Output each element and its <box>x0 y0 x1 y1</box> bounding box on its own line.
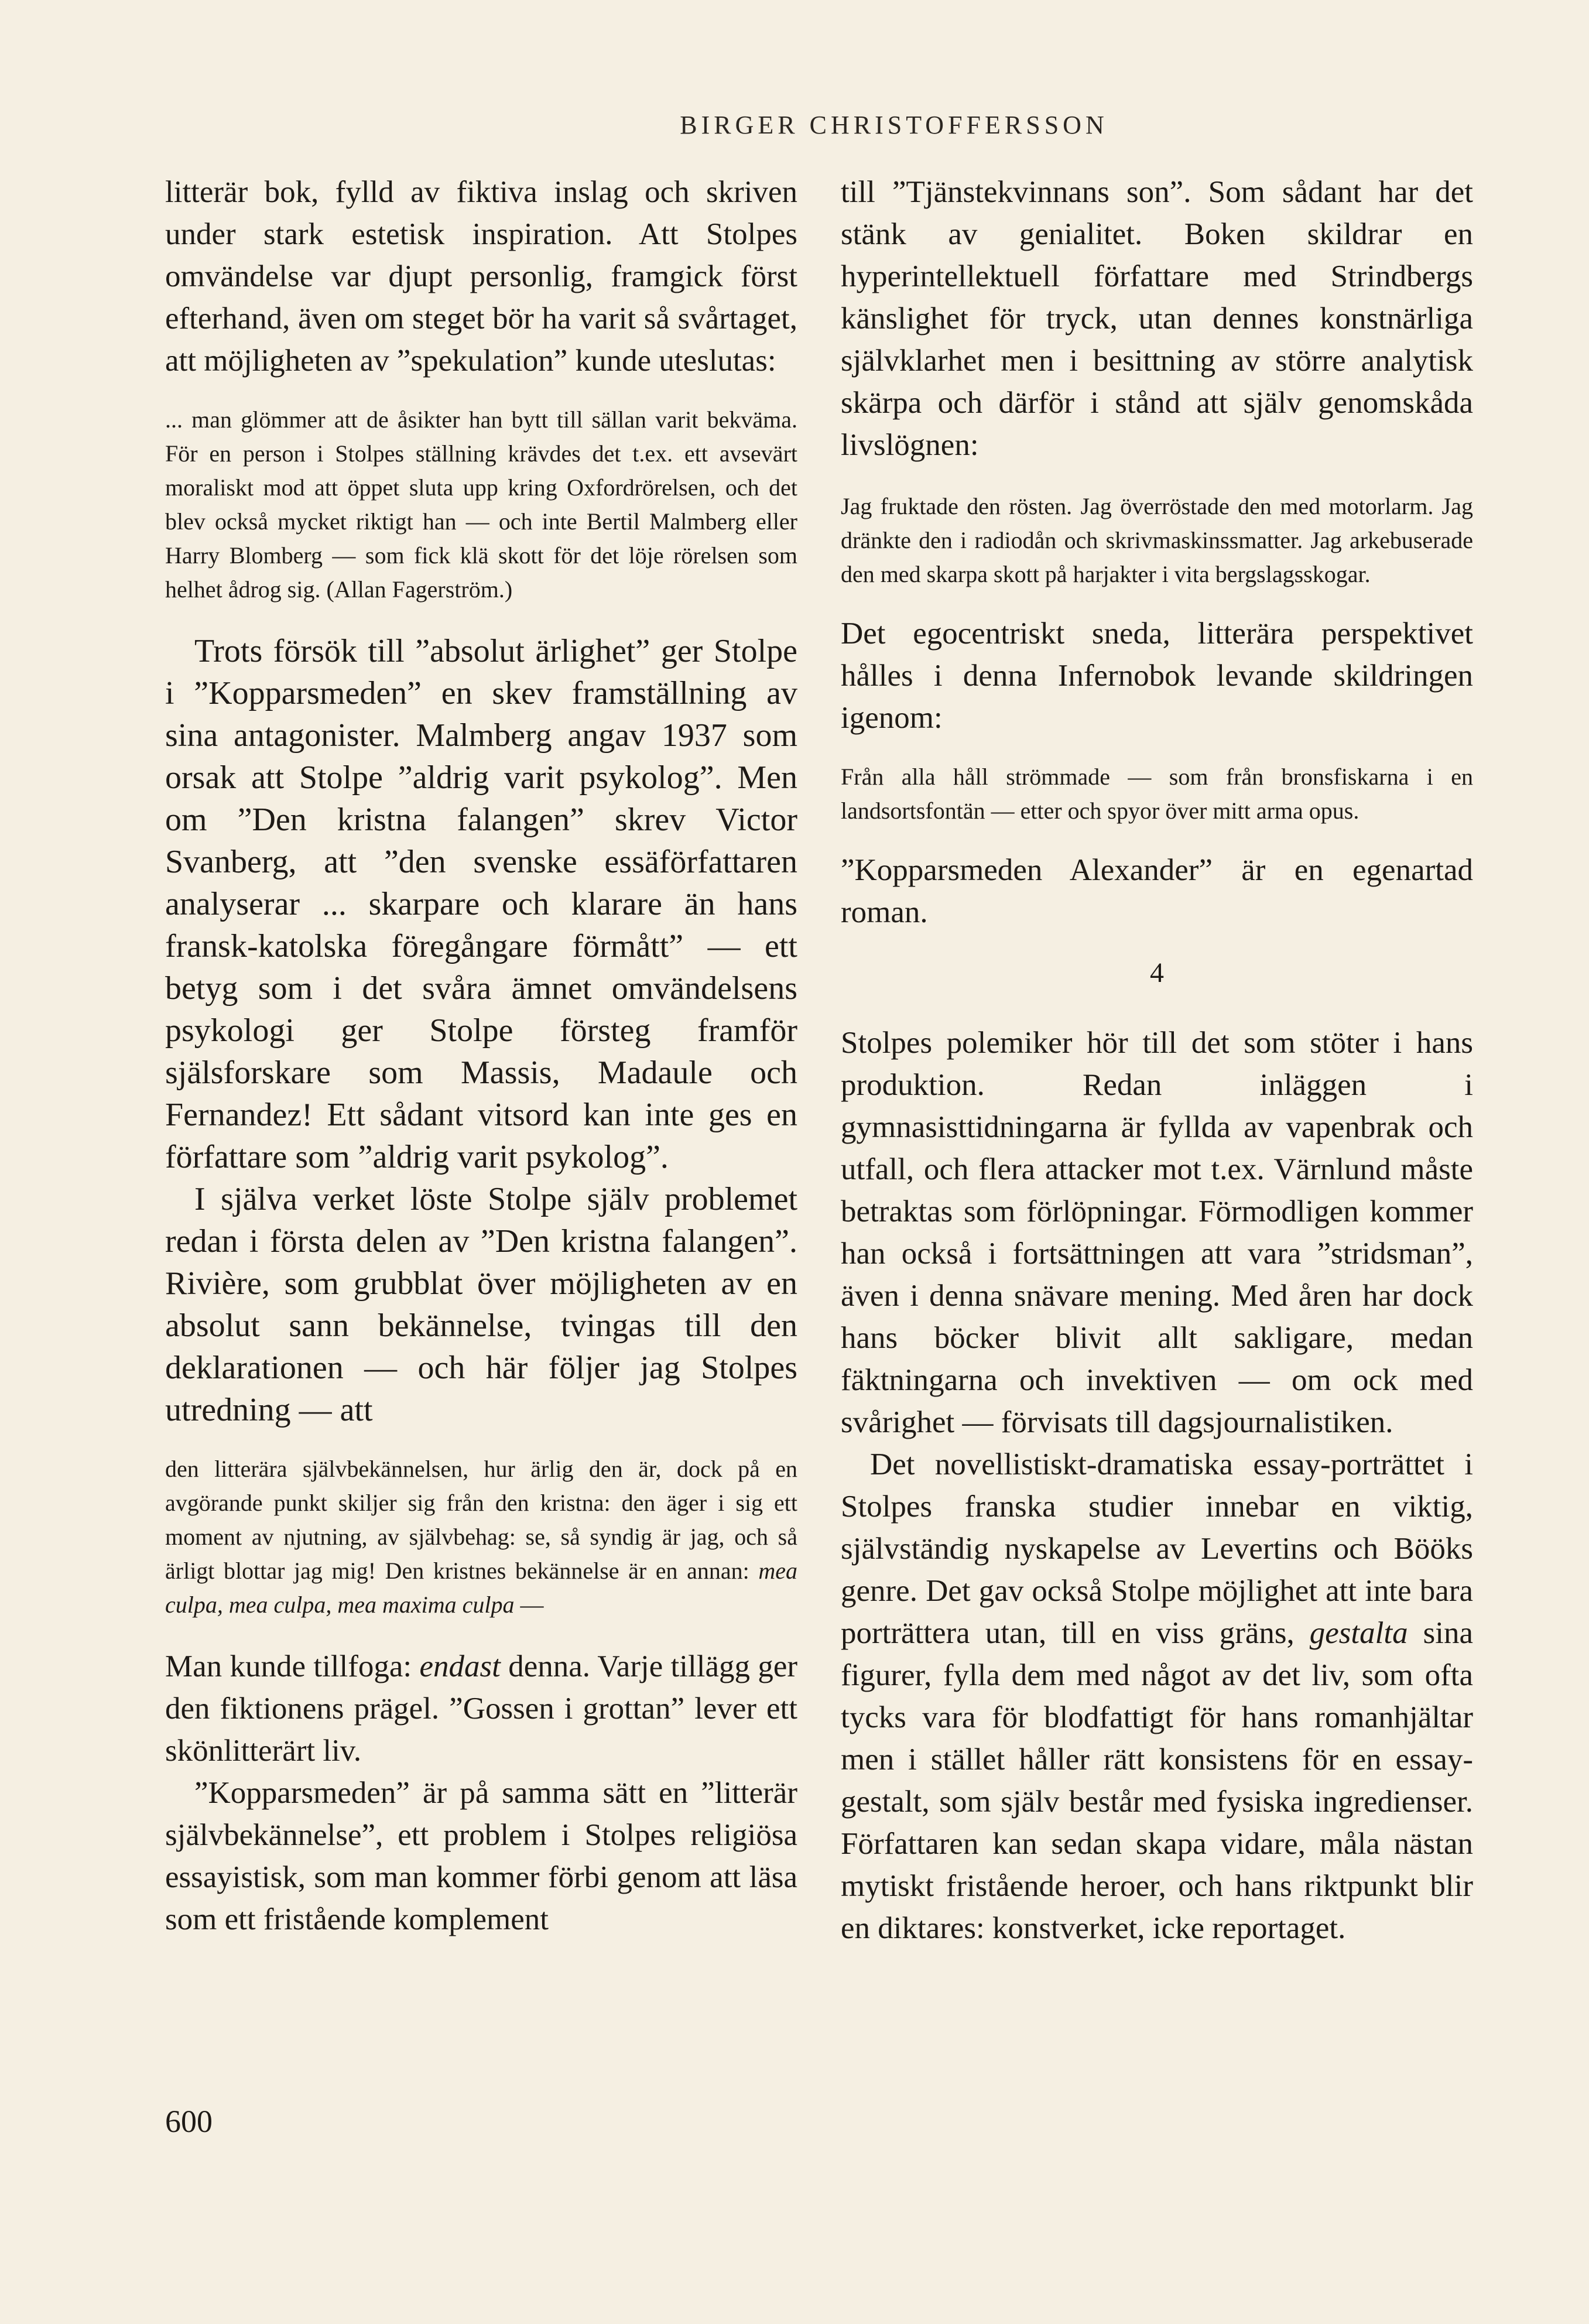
quote-2-dash: — <box>520 1591 544 1618</box>
left-paragraph-3: I själva verket löste Stolpe själv problemet redan i första delen av ”Den kristna falangen”. Rivière, som grubblat över möjligheten av en absolut sann bekännelse, tvingas till den deklarationen — och här följer jag Stolpes utredning — att <box>165 1181 797 1428</box>
left-paragraph-2: Trots försök till ”absolut ärlighet” ger Stolpe i ”Kopparsmeden” en skev framställning av sina antagonister. Malmberg angav 1937 som orsak att Stolpe ”aldrig varit psykolog”. Men om ”Den kristna falangen” skrev Victor Svanberg, att ”den svenske essäförfattaren analyserar ... skarpare och klarare än hans fransk-katolska föregångare förmått” — ett betyg som i det svåra ämnet omvändelsens psykologi ger Stolpe försteg framför själsforskare som Massis, Madaule och Fernandez! Ett sådant vitsord kan inte ges en författare som ”aldrig varit psykolog”. <box>165 633 797 1175</box>
section-number: 4 <box>1150 957 1164 988</box>
para-5-rest: sina figurer, fylla dem med något av det liv, som ofta tycks vara för blodfattigt för hans romanhjältar men i stället håller rätt konsistens för en essay-gestalt, som själv består med fysiska ingredienser. Författaren kan sedan skapa vidare, måla nästan mytiskt fristående heroer, och hans riktpunkt blir en diktares: konstverket, icke reportaget. <box>841 1616 1474 1945</box>
right-paragraph-5 <box>841 1443 1473 1949</box>
quote-2-latin: mea culpa, mea culpa, mea maxima culpa <box>165 1558 797 1618</box>
left-block-quote-1: ... man glömmer att de åsikter han bytt till sällan varit bekväma. För en person i Stolpes ställning krävdes det t.ex. ett avsevärt moraliskt mod att öppet sluta upp kring Oxfordrörelsen, och det blev också mycket riktigt han — och inte Bertil Malmberg eller Harry Blomberg — som fick klä skott för det löje rörelsen som helhet ådrog sig. (Allan Fagerström.) <box>165 406 797 603</box>
right-block-quote-1: Jag fruktade den rösten. Jag överröstade den med motorlarm. Jag dränkte den i radiodån och skrivmaskinssmatter. Jag arkebuserade den med skarpa skott på harjakter i vita bergslagsskogar. <box>841 493 1473 587</box>
left-paragraph-4 <box>165 1645 797 1772</box>
running-head: BIRGER CHRISTOFFERSSON <box>680 111 1108 139</box>
left-block-quote-2 <box>165 1452 797 1622</box>
right-column <box>841 171 1473 1949</box>
right-paragraph-3: ”Kopparsmeden Alexander” är en egenartad roman. <box>841 853 1473 929</box>
quote-2-text: den litterära självbekännelsen, hur ärlig den är, dock på en avgörande punkt skiljer sig från den kristna: den äger i sig ett moment av njutning, av självbehag: se, så syndig är jag, och så ärligt blottar jag mig! Den kristnes bekännelse är en annan: <box>165 1456 797 1584</box>
page-number: 600 <box>165 2104 213 2139</box>
left-paragraph-1: litterär bok, fylld av fiktiva inslag och skriven under stark estetisk inspiration. Att Stolpes omvändelse var djupt personlig, framgick först efterhand, även om steget bör ha varit så svårtaget, att möjligheten av ”spekulation” kunde uteslutas: <box>165 175 797 378</box>
para-5-start: Det novellistiskt-dramatiska essay-porträttet i Stolpes franska studier innebar en viktig, självständig nyskapelse av Levertins och Bööks genre. Det gav också Stolpe möjlighet att inte bara porträttera utan, till en viss gräns, <box>841 1447 1473 1650</box>
para-4-start: Man kunde tillfoga: <box>165 1649 412 1683</box>
para-4-rest: denna. Varje tillägg ger den fiktionens prägel. ”Gossen i grottan” lever ett skönlitterärt liv. <box>165 1649 797 1768</box>
right-paragraph-4: Stolpes polemiker hör till det som stöter i hans produktion. Redan inläggen i gymnasisttidningarna är fyllda av vapenbrak och utfall, och flera attacker mot t.ex. Värnlund måste betraktas som förlöpningar. Förmodligen kommer han också i fortsättningen att vara ”stridsman”, även i denna snävare mening. Med åren har dock hans böcker blivit allt sakligare, medan fäktningarna och invektiven — om ock med svårighet — förvisats till dagsjournalistiken. <box>841 1026 1473 1439</box>
para-5-emphasis: gestalta <box>1309 1616 1408 1650</box>
right-block-quote-2: Från alla håll strömmade — som från bronsfiskarna i en landsortsfontän — etter och spyor över mitt arma opus. <box>841 764 1473 824</box>
left-paragraph-5: ”Kopparsmeden” är på samma sätt en ”litterär självbekännelse”, ett problem i Stolpes religiösa essayistisk, som man kommer förbi genom att läsa som ett fristående komplement <box>165 1776 797 1936</box>
para-4-emphasis: endast <box>419 1649 501 1683</box>
right-paragraph-1: till ”Tjänstekvinnans son”. Som sådant har det stänk av genialitet. Boken skildrar en hyperintellektuell författare med Strindbergs känslighet för tryck, utan dennes konstnärliga självklarhet men i besittning av större analytisk skärpa och därför i stånd att själv genomskåda livslögnen: <box>841 175 1473 462</box>
left-column <box>165 171 797 1940</box>
right-paragraph-2: Det egocentriskt sneda, litterära perspektivet hålles i denna Infernobok levande skildringen igenom: <box>841 617 1473 735</box>
